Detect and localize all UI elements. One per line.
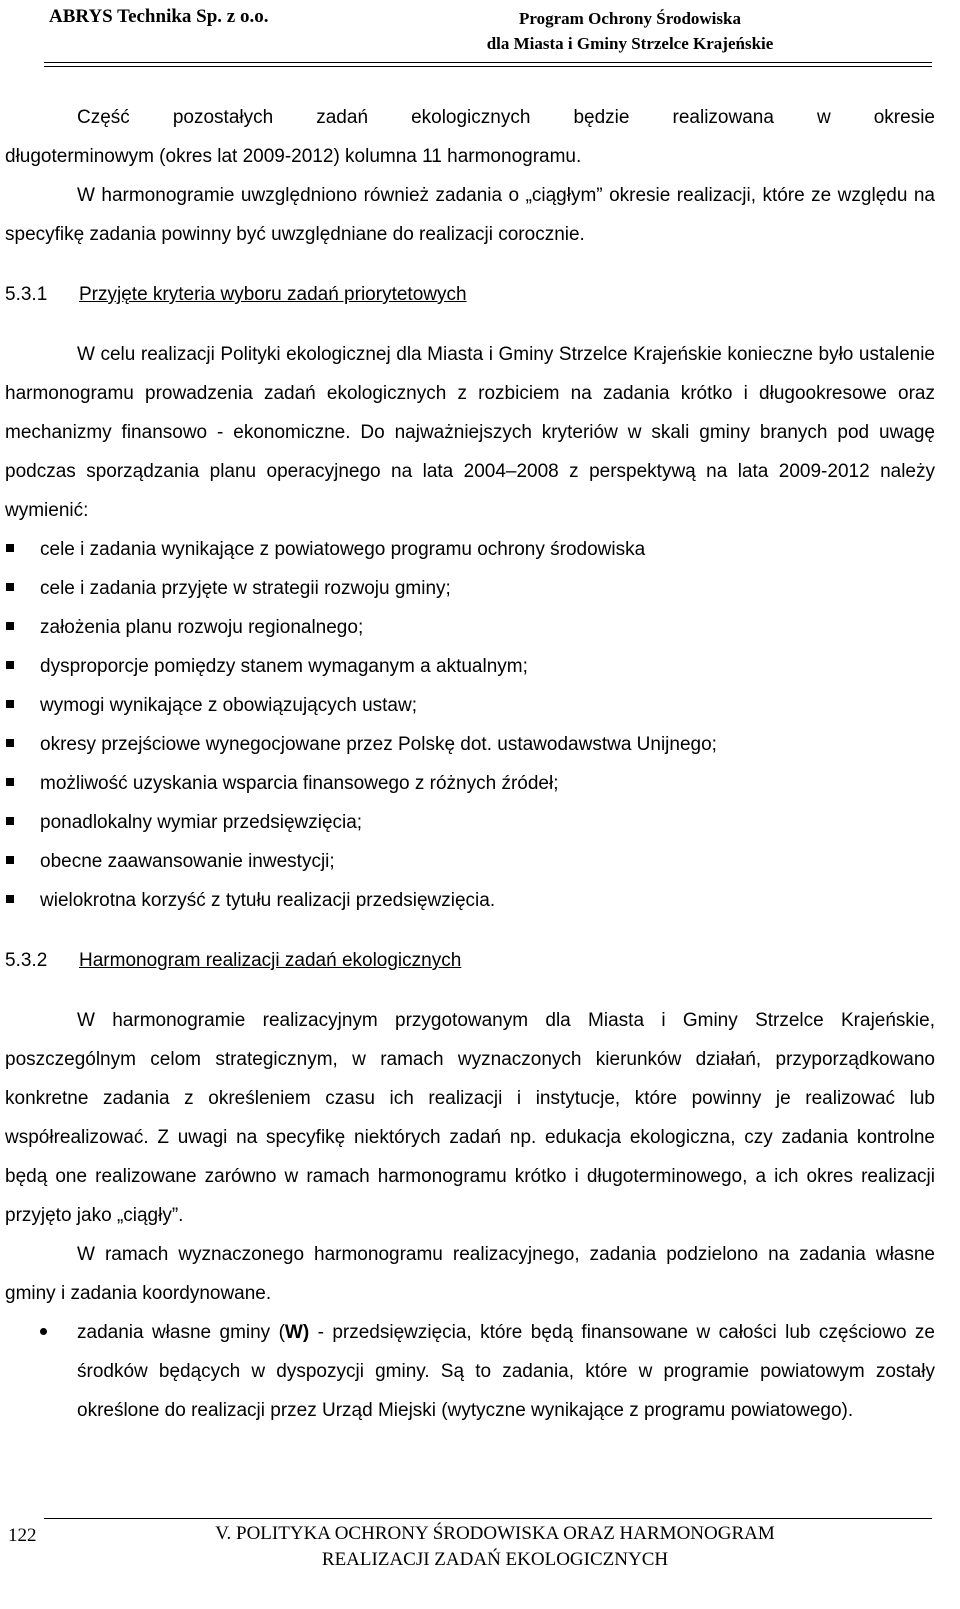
- document-title-line2: dla Miasta i Gminy Strzelce Krajeńskie: [486, 34, 774, 53]
- chapter-title-line2: REALIZACJI ZADAŃ EKOLOGICZNYCH: [321, 1549, 669, 1570]
- footer-rule: [44, 1518, 932, 1519]
- list-item: obecne zaawansowanie inwestycji;: [5, 842, 935, 881]
- page-number: 122: [8, 1525, 37, 1546]
- criteria-intro-paragraph: W celu realizacji Polityki ekologicznej dla Miasta i Gminy Strzelce Krajeńskie konieczne było ustalenie harmonogramu prowadzenia zadań ekologicznych z rozbiciem na zadania krótko i długookresowe oraz mechanizmy finansowo - ekonomiczne. Do najważniejszych kryteriów w skali gminy branych pod uwagę podczas sporządzania planu operacyjnego na lata 2004–2008 z perspektywą na lata 2009-2012 należy wymienić:: [5, 344, 935, 521]
- header-rule: [44, 62, 932, 63]
- task-type-description: - przedsięwzięcia, które będą finansowane w całości lub częściowo ze środków będących w dyspozycji gminy. Są to zadania, które w programie powiatowym zostały określone do realizacji przez Urząd Miejski (wytyczne wynikające z programu powiatowego).: [77, 1322, 935, 1421]
- square-bullet-icon: [6, 778, 14, 786]
- intro-paragraph-2: W harmonogramie uwzględniono również zadania o „ciągłym” okresie realizacji, które ze względu na specyfikę zadania powinny być uwzględniane do realizacji corocznie.: [5, 185, 935, 245]
- document-title: [470, 6, 790, 56]
- schedule-paragraph-2: W ramach wyznaczonego harmonogramu realizacyjnego, zadania podzielono na zadania własne gminy i zadania koordynowane.: [5, 1244, 935, 1304]
- list-item: okresy przejściowe wynegocjowane przez Polskę dot. ustawodawstwa Unijnego;: [5, 725, 935, 764]
- criteria-list: [5, 530, 935, 920]
- task-type-list: [5, 1313, 935, 1430]
- intro-paragraph-1-line-2: długoterminowym (okres lat 2009-2012) kolumna 11 harmonogramu.: [5, 146, 582, 167]
- company-name: ABRYS Technika Sp. z o.o.: [49, 6, 269, 27]
- list-item: możliwość uzyskania wsparcia finansowego z różnych źródeł;: [5, 764, 935, 803]
- square-bullet-icon: [6, 856, 14, 864]
- list-item: założenia planu rozwoju regionalnego;: [5, 608, 935, 647]
- list-item: wielokrotna korzyść z tytułu realizacji przedsięwzięcia.: [5, 881, 935, 920]
- section-number: 5.3.2: [5, 950, 48, 971]
- square-bullet-icon: [6, 817, 14, 825]
- page-content: [5, 98, 935, 1430]
- section-heading-5-3-1: [5, 275, 935, 314]
- schedule-paragraph-1: W harmonogramie realizacyjnym przygotowanym dla Miasta i Gminy Strzelce Krajeńskie, poszczególnym celom strategicznym, w ramach wyznaczonych kierunków działań, przyporządkowano konkretne zadania z określeniem czasu ich realizacji i instytucje, które powinny je realizować lub współrealizować. Z uwagi na specyfikę niektórych zadań np. edukacja ekologiczna, czy zadania kontrolne będą one realizowane zarówno w ramach harmonogramu krótko i długoterminowego, a ich okres realizacji przyjęto jako „ciągły”.: [5, 1010, 935, 1226]
- intro-paragraph-1-line-1: Część pozostałych zadań ekologicznych będzie realizowana w okresie: [77, 107, 935, 128]
- square-bullet-icon: [6, 583, 14, 591]
- list-item: dysproporcje pomiędzy stanem wymaganym a aktualnym;: [5, 647, 935, 686]
- chapter-title-line1: V. POLITYKA OCHRONY ŚRODOWISKA ORAZ HARMONOGRAM: [215, 1523, 775, 1544]
- task-type-prefix: zadania własne gminy (: [77, 1322, 285, 1343]
- section-heading-5-3-2: [5, 941, 935, 980]
- square-bullet-icon: [6, 700, 14, 708]
- square-bullet-icon: [6, 661, 14, 669]
- section-title: Przyjęte kryteria wyboru zadań priorytetowych: [79, 284, 467, 305]
- round-bullet-icon: [40, 1328, 47, 1335]
- square-bullet-icon: [6, 895, 14, 903]
- square-bullet-icon: [6, 739, 14, 747]
- square-bullet-icon: [6, 544, 14, 552]
- list-item: ponadlokalny wymiar przedsięwzięcia;: [5, 803, 935, 842]
- header-rule-thin: [44, 66, 932, 67]
- list-item: cele i zadania przyjęte w strategii rozwoju gminy;: [5, 569, 935, 608]
- section-title: Harmonogram realizacji zadań ekologicznych: [79, 950, 462, 971]
- document-title-line1: Program Ochrony Środowiska: [519, 9, 741, 28]
- square-bullet-icon: [6, 622, 14, 630]
- list-item: cele i zadania wynikające z powiatowego programu ochrony środowiska: [5, 530, 935, 569]
- section-number: 5.3.1: [5, 284, 48, 305]
- chapter-title: [150, 1521, 840, 1573]
- task-type-code: W): [284, 1322, 310, 1343]
- list-item: wymogi wynikające z obowiązujących ustaw;: [5, 686, 935, 725]
- list-item: [5, 1313, 935, 1430]
